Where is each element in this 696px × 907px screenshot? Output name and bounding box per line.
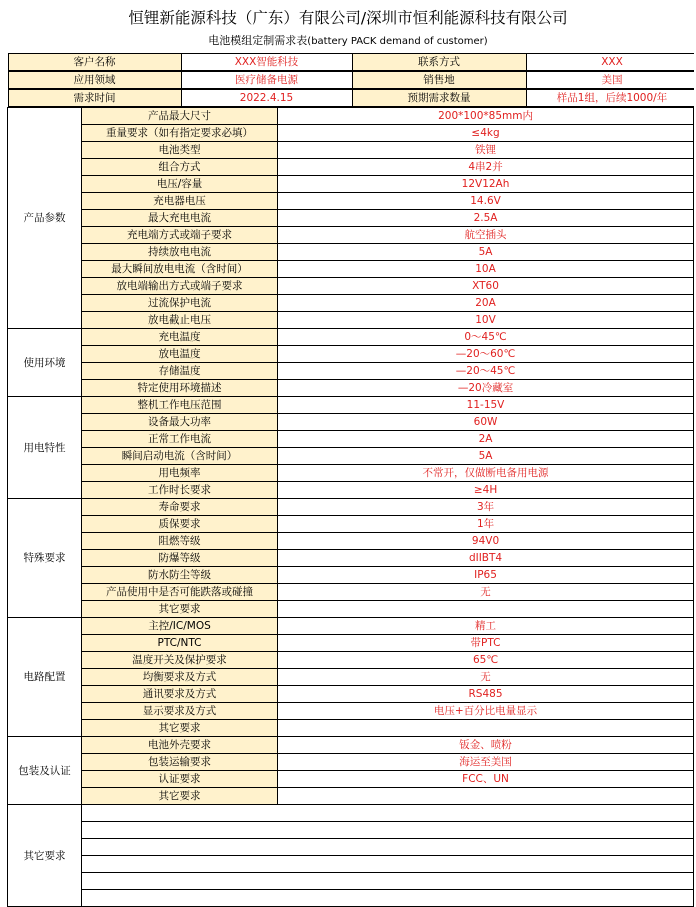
- blank-row: [8, 890, 694, 907]
- param-label: 放电截止电压: [82, 312, 278, 329]
- form-subtitle: [0, 32, 696, 50]
- param-value: FCC、UN: [278, 771, 694, 788]
- param-row: [8, 499, 694, 516]
- param-row: [8, 516, 694, 533]
- param-row: [8, 652, 694, 669]
- info-row-table: [8, 53, 694, 71]
- info-row-cell: [8, 89, 694, 108]
- section-category: 包装及认证: [8, 737, 82, 805]
- param-value: —20～45℃: [278, 363, 694, 380]
- info-row-inner: [8, 54, 694, 71]
- param-row: [8, 601, 694, 618]
- param-label: 用电频率: [82, 465, 278, 482]
- blank-cell: [82, 856, 694, 873]
- info-row: [8, 53, 694, 71]
- param-value: 不常开，仅做断电备用电源: [278, 465, 694, 482]
- param-label: 防爆等级: [82, 550, 278, 567]
- param-row: [8, 159, 694, 176]
- param-label: 充电端方式或端子要求: [82, 227, 278, 244]
- param-label: 过流保护电流: [82, 295, 278, 312]
- param-value: [278, 788, 694, 805]
- blank-cell: [82, 873, 694, 890]
- param-row: [8, 482, 694, 499]
- param-label: 显示要求及方式: [82, 703, 278, 720]
- param-row: [8, 261, 694, 278]
- param-row: [8, 550, 694, 567]
- param-label: 组合方式: [82, 159, 278, 176]
- param-value: 无: [278, 584, 694, 601]
- param-label: 放电端输出方式或端子要求: [82, 278, 278, 295]
- param-row: [8, 788, 694, 805]
- param-row: [8, 397, 694, 414]
- param-value: ≥4H: [278, 482, 694, 499]
- param-value: 14.6V: [278, 193, 694, 210]
- param-label: 包装运输要求: [82, 754, 278, 771]
- param-row: [8, 346, 694, 363]
- param-label: 寿命要求: [82, 499, 278, 516]
- param-row: [8, 363, 694, 380]
- param-row: [8, 295, 694, 312]
- param-value: 10V: [278, 312, 694, 329]
- param-value: [278, 601, 694, 618]
- param-label: 重量要求（如有指定要求必填）: [82, 125, 278, 142]
- form-subtitle-cn: 电池模组定制需求表: [208, 34, 308, 47]
- param-label: 放电温度: [82, 346, 278, 363]
- param-row: [8, 142, 694, 159]
- form-subtitle-en: (battery PACK demand of customer): [307, 36, 488, 47]
- info-label: 应用领域: [8, 72, 181, 89]
- param-label: 瞬间启动电流（含时间）: [82, 448, 278, 465]
- param-label: 主控/IC/MOS: [82, 618, 278, 635]
- info-value: 2022.4.15: [181, 90, 352, 107]
- param-value: 3年: [278, 499, 694, 516]
- blank-row: [8, 873, 694, 890]
- param-label: 电压/容量: [82, 176, 278, 193]
- section-category: 其它要求: [8, 805, 82, 907]
- param-value: dIIBT4: [278, 550, 694, 567]
- param-value: 航空插头: [278, 227, 694, 244]
- info-value: 美国: [526, 72, 694, 89]
- param-row: [8, 125, 694, 142]
- param-value: 60W: [278, 414, 694, 431]
- param-value: 10A: [278, 261, 694, 278]
- param-value: 海运至美国: [278, 754, 694, 771]
- param-label: 通讯要求及方式: [82, 686, 278, 703]
- param-label: 充电器电压: [82, 193, 278, 210]
- param-label: 防水防尘等级: [82, 567, 278, 584]
- param-label: 充电温度: [82, 329, 278, 346]
- param-value: —20冷藏室: [278, 380, 694, 397]
- section-category: 用电特性: [8, 397, 82, 499]
- blank-cell: [82, 822, 694, 839]
- param-row: [8, 703, 694, 720]
- param-label: 存储温度: [82, 363, 278, 380]
- param-value: 2.5A: [278, 210, 694, 227]
- param-row: [8, 533, 694, 550]
- info-value: 样品1组，后续1000/年: [526, 90, 694, 107]
- param-value: 5A: [278, 244, 694, 261]
- info-label: 预期需求数量: [352, 90, 526, 107]
- info-row: [8, 89, 694, 108]
- param-label: 电池类型: [82, 142, 278, 159]
- param-label: 阻燃等级: [82, 533, 278, 550]
- param-label: 特定使用环境描述: [82, 380, 278, 397]
- param-row: [8, 465, 694, 482]
- param-value: 2A: [278, 431, 694, 448]
- param-value: 4串2并: [278, 159, 694, 176]
- blank-cell: [82, 805, 694, 822]
- param-row: [8, 244, 694, 261]
- param-row: [8, 448, 694, 465]
- requirements-table-body: [8, 53, 694, 907]
- param-value: 精工: [278, 618, 694, 635]
- param-value: 0～45℃: [278, 329, 694, 346]
- param-row: [8, 567, 694, 584]
- param-row: [8, 193, 694, 210]
- param-value: 94V0: [278, 533, 694, 550]
- param-label: 正常工作电流: [82, 431, 278, 448]
- param-value: 11-15V: [278, 397, 694, 414]
- param-row: [8, 686, 694, 703]
- param-value: 电压+百分比电量显示: [278, 703, 694, 720]
- info-label: 销售地: [352, 72, 526, 89]
- info-row-table: [8, 89, 694, 107]
- section-category: 使用环境: [8, 329, 82, 397]
- param-label: 温度开关及保护要求: [82, 652, 278, 669]
- param-label: 其它要求: [82, 788, 278, 805]
- param-value: 5A: [278, 448, 694, 465]
- param-row: [8, 737, 694, 754]
- blank-cell: [82, 890, 694, 907]
- info-row-table: [8, 71, 694, 89]
- param-row: [8, 669, 694, 686]
- param-row: [8, 771, 694, 788]
- company-title: 恒锂新能源科技（广东）有限公司/深圳市恒利能源科技有限公司: [128, 9, 568, 27]
- section-category: 特殊要求: [8, 499, 82, 618]
- param-row: [8, 635, 694, 652]
- param-row: [8, 584, 694, 601]
- param-row: [8, 227, 694, 244]
- param-label: 其它要求: [82, 720, 278, 737]
- param-value: IP65: [278, 567, 694, 584]
- param-label: 最大瞬间放电电流（含时间）: [82, 261, 278, 278]
- param-value: [278, 720, 694, 737]
- param-value: 200*100*85mm内: [278, 108, 694, 125]
- section-category: 电路配置: [8, 618, 82, 737]
- param-label: 持续放电电流: [82, 244, 278, 261]
- param-value: 钣金、喷粉: [278, 737, 694, 754]
- param-label: 产品使用中是否可能跌落或碰撞: [82, 584, 278, 601]
- param-row: [8, 720, 694, 737]
- param-value: 无: [278, 669, 694, 686]
- param-row: [8, 176, 694, 193]
- param-label: 设备最大功率: [82, 414, 278, 431]
- param-label: 工作时长要求: [82, 482, 278, 499]
- param-value: 铁锂: [278, 142, 694, 159]
- info-row: [8, 71, 694, 89]
- param-label: PTC/NTC: [82, 635, 278, 652]
- param-value: 带PTC: [278, 635, 694, 652]
- param-row: [8, 380, 694, 397]
- param-label: 电池外壳要求: [82, 737, 278, 754]
- param-value: RS485: [278, 686, 694, 703]
- param-row: [8, 754, 694, 771]
- param-value: 12V12Ah: [278, 176, 694, 193]
- info-row-cell: [8, 71, 694, 89]
- param-value: XT60: [278, 278, 694, 295]
- param-value: 65℃: [278, 652, 694, 669]
- param-label: 产品最大尺寸: [82, 108, 278, 125]
- info-row-inner: [8, 72, 694, 89]
- info-row-inner: [8, 90, 694, 107]
- param-row: [8, 414, 694, 431]
- param-row: [8, 431, 694, 448]
- blank-row: [8, 856, 694, 873]
- param-label: 最大充电电流: [82, 210, 278, 227]
- param-label: 其它要求: [82, 601, 278, 618]
- blank-row: [8, 805, 694, 822]
- param-row: [8, 312, 694, 329]
- param-row: [8, 618, 694, 635]
- info-row-cell: [8, 53, 694, 71]
- info-label: 需求时间: [8, 90, 181, 107]
- param-label: 质保要求: [82, 516, 278, 533]
- param-label: 均衡要求及方式: [82, 669, 278, 686]
- section-category: 产品参数: [8, 108, 82, 329]
- param-value: 20A: [278, 295, 694, 312]
- info-value: XXX智能科技: [181, 54, 352, 71]
- param-label: 整机工作电压范围: [82, 397, 278, 414]
- param-row: [8, 329, 694, 346]
- param-value: ≤4kg: [278, 125, 694, 142]
- info-value: XXX: [526, 54, 694, 71]
- param-row: [8, 210, 694, 227]
- requirements-table: [7, 53, 694, 907]
- blank-row: [8, 822, 694, 839]
- blank-row: [8, 839, 694, 856]
- blank-cell: [82, 839, 694, 856]
- info-label: 联系方式: [352, 54, 526, 71]
- param-row: [8, 278, 694, 295]
- param-row: [8, 108, 694, 125]
- param-label: 认证要求: [82, 771, 278, 788]
- info-value: 医疗储备电源: [181, 72, 352, 89]
- param-value: —20～60℃: [278, 346, 694, 363]
- info-label: 客户名称: [8, 54, 181, 71]
- param-value: 1年: [278, 516, 694, 533]
